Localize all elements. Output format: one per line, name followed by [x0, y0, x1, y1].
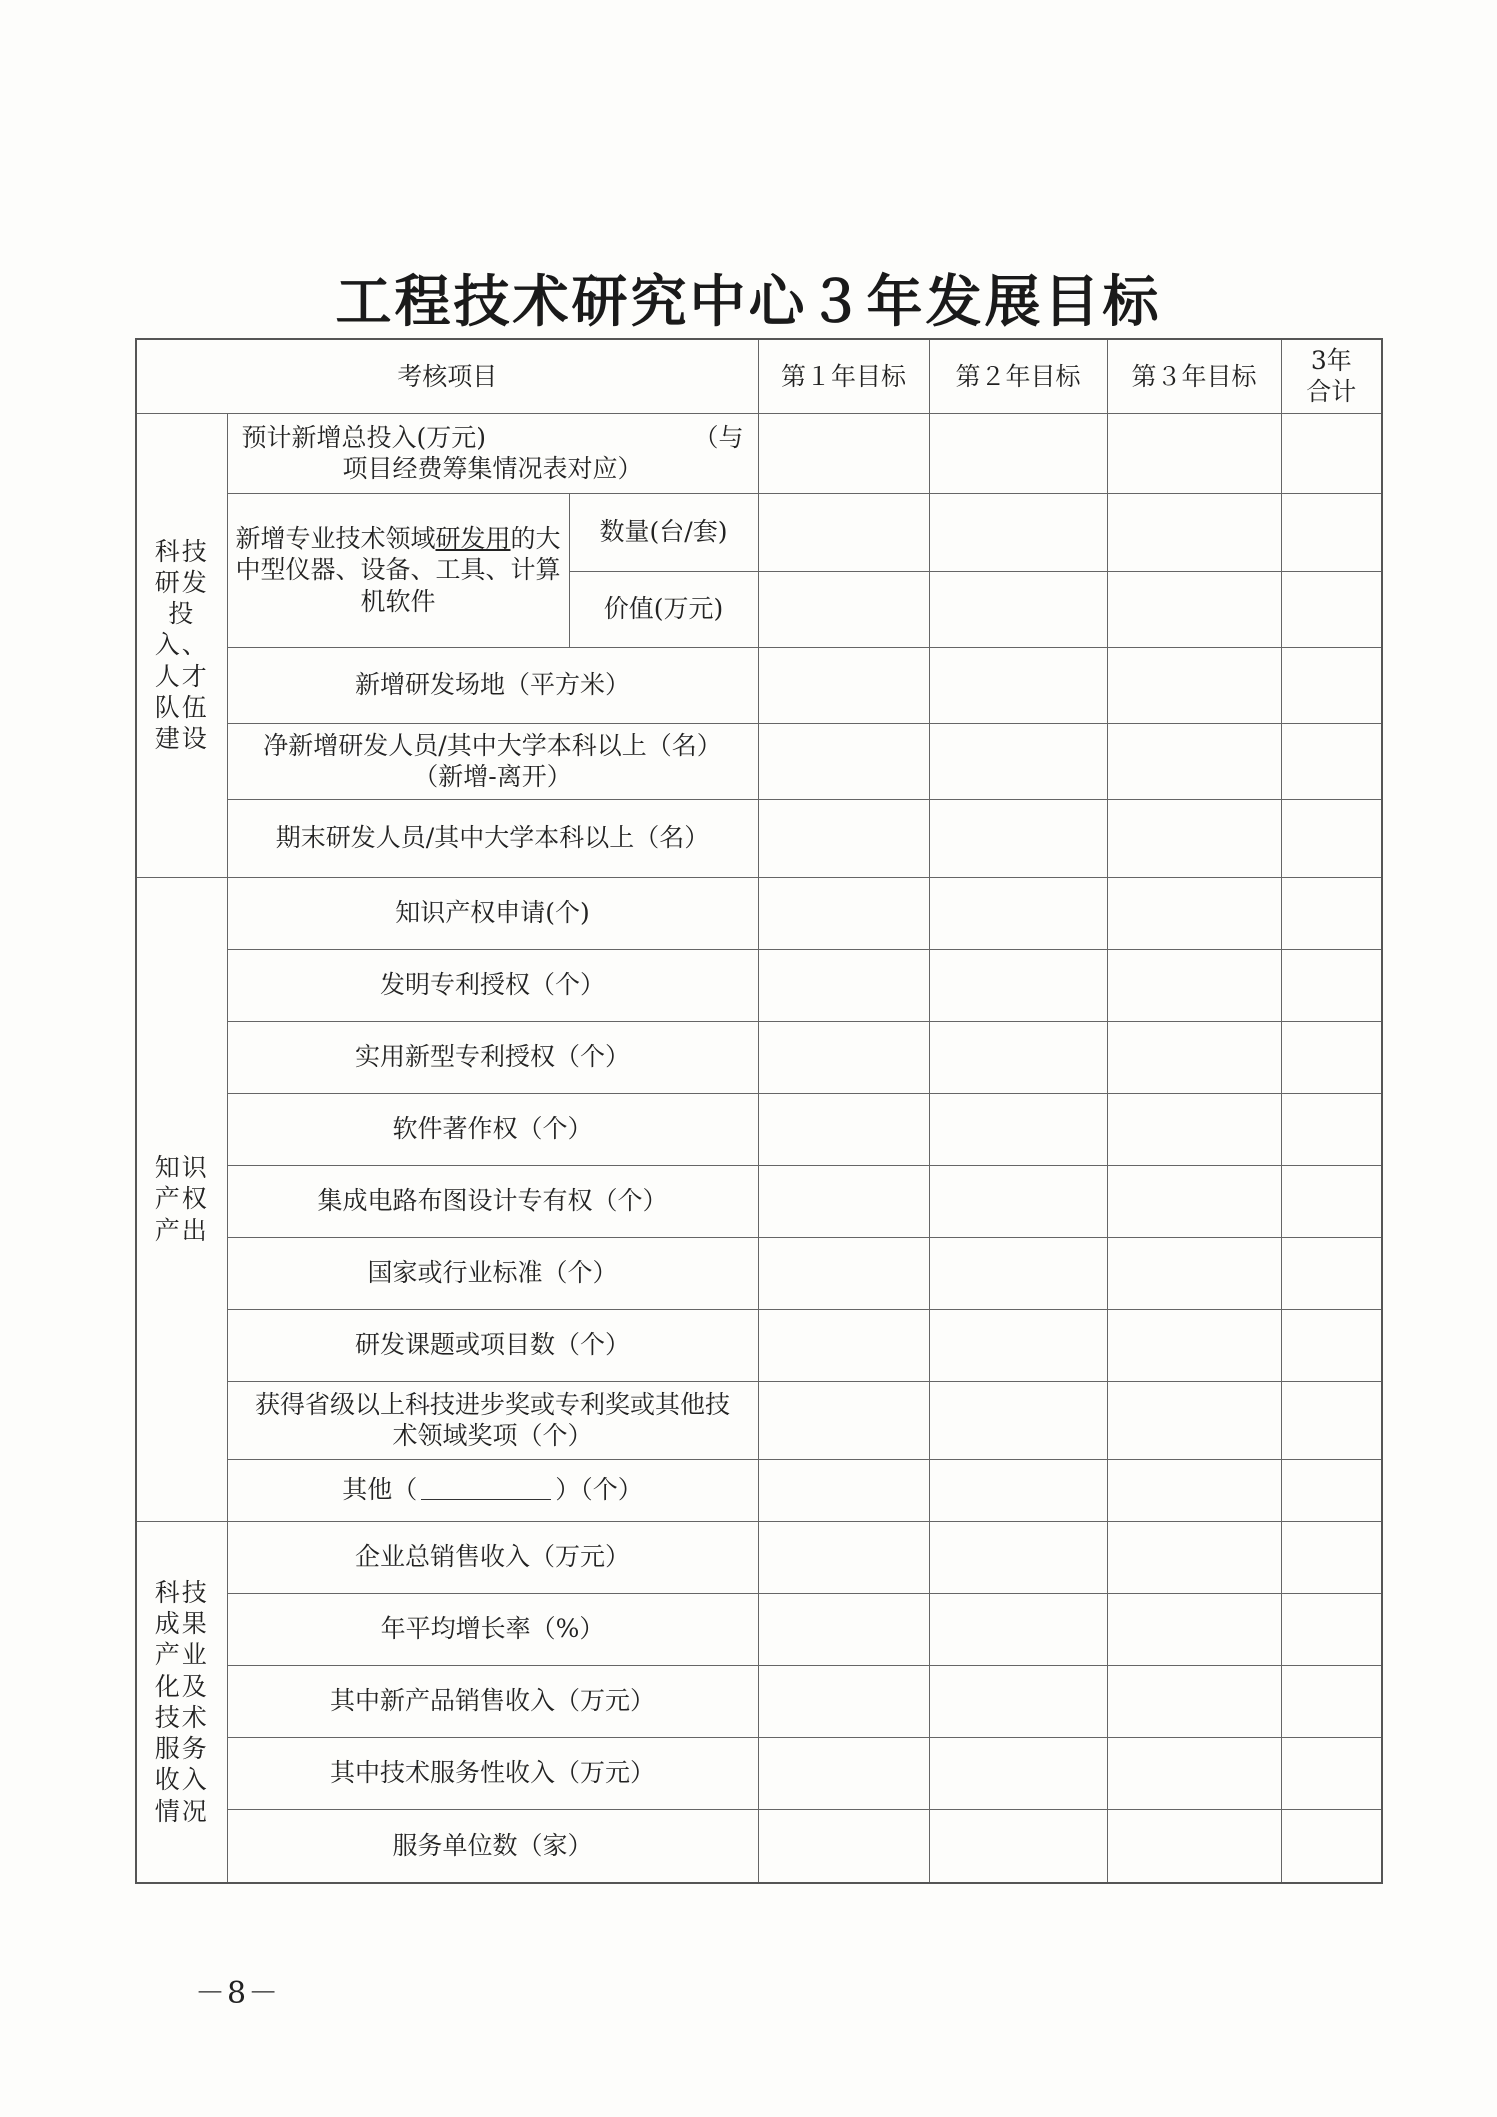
cell-y3[interactable] [1107, 949, 1281, 1021]
cell-total[interactable] [1281, 1309, 1382, 1381]
cell-y3[interactable] [1107, 571, 1281, 647]
cell-y2[interactable] [929, 1309, 1107, 1381]
row-label: 其中新产品销售收入（万元） [227, 1665, 758, 1737]
table-row [136, 1309, 1382, 1381]
label-text: 净新增研发人员/其中大学本科以上（名） [263, 730, 722, 760]
cell-y3[interactable] [1107, 1021, 1281, 1093]
label-text-underlined: 研发用 [435, 524, 511, 554]
row-label-end-staff: 期末研发人员/其中大学本科以上（名） [227, 799, 758, 877]
header-item: 考核项目 [136, 339, 758, 413]
row-label: 年平均增长率（%） [227, 1593, 758, 1665]
row-label: 企业总销售收入（万元） [227, 1521, 758, 1593]
cell-y3[interactable] [1107, 723, 1281, 799]
label-text: 预计新增总投入(万元) [241, 422, 487, 452]
cell-total[interactable] [1281, 1165, 1382, 1237]
table-row [136, 877, 1382, 949]
row-label-total-investment [227, 413, 758, 493]
category-text: 服务 [154, 1734, 209, 1763]
row-label: 发明专利授权（个） [227, 949, 758, 1021]
cell-y3[interactable] [1107, 493, 1281, 571]
category-text: 研发 [154, 567, 209, 597]
cell-y2[interactable] [929, 571, 1107, 647]
label-text: （新增-离开） [413, 762, 572, 791]
cell-y1[interactable] [758, 571, 929, 647]
cell-y2[interactable] [929, 1593, 1107, 1665]
cell-y1[interactable] [758, 877, 929, 949]
category-text: 人才 [154, 661, 209, 691]
category-text: 队伍 [154, 692, 209, 722]
cell-total[interactable] [1281, 647, 1382, 723]
category-text: 化及 [154, 1671, 209, 1701]
category-text: 投 [168, 599, 196, 629]
cell-total[interactable] [1281, 1093, 1382, 1165]
table-row [136, 1237, 1382, 1309]
category-text: 建设 [154, 724, 209, 754]
header-total [1281, 339, 1382, 413]
cell-y1[interactable] [758, 1021, 929, 1093]
goals-table [135, 338, 1383, 1884]
cell-y3[interactable] [1107, 1093, 1281, 1165]
cell-y1[interactable] [758, 799, 929, 877]
cell-y2[interactable] [929, 647, 1107, 723]
cell-y2[interactable] [929, 1459, 1107, 1521]
table-row [136, 1459, 1382, 1521]
cell-total[interactable] [1281, 413, 1382, 493]
label-text: 其他（ [342, 1475, 418, 1505]
row-label-rd-space: 新增研发场地（平方米） [227, 647, 758, 723]
page-title: 工程技术研究中心３年发展目标 [335, 269, 1162, 335]
cell-y1[interactable] [758, 1459, 929, 1521]
table-row [136, 1021, 1382, 1093]
cell-y2[interactable] [929, 723, 1107, 799]
cell-y1[interactable] [758, 1737, 929, 1809]
category-text: 产业 [154, 1640, 209, 1670]
blank-fill-line[interactable] [421, 1479, 551, 1500]
cell-y1[interactable] [758, 493, 929, 571]
category-commercialization [136, 1521, 227, 1883]
header-total-line2: 合计 [1306, 377, 1357, 407]
cell-total[interactable] [1281, 1809, 1382, 1883]
table-row [136, 799, 1382, 877]
cell-y3[interactable] [1107, 1521, 1281, 1593]
table-row [136, 949, 1382, 1021]
cell-y2[interactable] [929, 1381, 1107, 1459]
header-row [136, 339, 1382, 413]
cell-y3[interactable] [1107, 1309, 1281, 1381]
cell-y3[interactable] [1107, 413, 1281, 493]
category-text: 知识 [154, 1153, 209, 1183]
table-row [136, 413, 1382, 493]
cell-y3[interactable] [1107, 647, 1281, 723]
cell-total[interactable] [1281, 877, 1382, 949]
label-text: 项目经费筹集情况表对应） [342, 454, 643, 483]
header-year2: 第２年目标 [929, 339, 1107, 413]
table-row [136, 647, 1382, 723]
row-label: 软件著作权（个） [227, 1093, 758, 1165]
row-label: 集成电路布图设计专有权（个） [227, 1165, 758, 1237]
cell-y3[interactable] [1107, 1459, 1281, 1521]
table-row [136, 1593, 1382, 1665]
cell-y2[interactable] [929, 949, 1107, 1021]
row-label: 研发课题或项目数（个） [227, 1309, 758, 1381]
label-text: 的大中型仪器、设备、工具、计算机软件 [235, 524, 561, 616]
label-text: ）（个） [555, 1475, 643, 1505]
row-label: 国家或行业标准（个） [227, 1237, 758, 1309]
category-text: 产权 [154, 1184, 209, 1214]
cell-y3[interactable] [1107, 1237, 1281, 1309]
row-label: 知识产权申请(个) [227, 877, 758, 949]
category-rd-investment [136, 413, 227, 877]
cell-y3[interactable] [1107, 877, 1281, 949]
cell-y2[interactable] [929, 1165, 1107, 1237]
table-row [136, 1809, 1382, 1883]
cell-y3[interactable] [1107, 1165, 1281, 1237]
cell-y1[interactable] [758, 1665, 929, 1737]
category-ip-output [136, 877, 227, 1521]
cell-y2[interactable] [929, 1237, 1107, 1309]
row-label-other [227, 1459, 758, 1521]
cell-y1[interactable] [758, 1165, 929, 1237]
cell-y1[interactable] [758, 1093, 929, 1165]
cell-total[interactable] [1281, 571, 1382, 647]
cell-y2[interactable] [929, 1021, 1107, 1093]
label-text: 新增专业技术领域 [235, 524, 436, 554]
cell-y3[interactable] [1107, 1381, 1281, 1459]
cell-y1[interactable] [758, 1593, 929, 1665]
table-row [136, 1737, 1382, 1809]
cell-y2[interactable] [929, 1093, 1107, 1165]
row-label: 实用新型专利授权（个） [227, 1021, 758, 1093]
table-row [136, 1093, 1382, 1165]
category-text: 科技 [154, 536, 209, 566]
cell-total[interactable] [1281, 1593, 1382, 1665]
cell-total[interactable] [1281, 493, 1382, 571]
cell-total[interactable] [1281, 1665, 1382, 1737]
table-row [136, 1521, 1382, 1593]
cell-y3[interactable] [1107, 799, 1281, 877]
cell-total[interactable] [1281, 1737, 1382, 1809]
table-row [136, 1165, 1382, 1237]
row-label-equipment [227, 493, 569, 647]
cell-y2[interactable] [929, 799, 1107, 877]
cell-y1[interactable] [758, 1521, 929, 1593]
header-total-line1: 3年 [1310, 346, 1352, 375]
row-label: 服务单位数（家） [227, 1809, 758, 1883]
cell-total[interactable] [1281, 1021, 1382, 1093]
cell-total[interactable] [1281, 949, 1382, 1021]
cell-y1[interactable] [758, 1809, 929, 1883]
row-label-quantity: 数量(台/套) [569, 493, 758, 571]
table-row [136, 1381, 1382, 1459]
cell-y2[interactable] [929, 1809, 1107, 1883]
cell-y1[interactable] [758, 647, 929, 723]
cell-y3[interactable] [1107, 1593, 1281, 1665]
cell-y2[interactable] [929, 1665, 1107, 1737]
cell-y3[interactable] [1107, 1665, 1281, 1737]
cell-total[interactable] [1281, 1521, 1382, 1593]
cell-total[interactable] [1281, 1237, 1382, 1309]
cell-total[interactable] [1281, 723, 1382, 799]
cell-y1[interactable] [758, 1237, 929, 1309]
header-year1: 第１年目标 [758, 339, 929, 413]
cell-total[interactable] [1281, 799, 1382, 877]
category-text: 情况 [154, 1796, 209, 1826]
label-text: （与 [693, 422, 744, 452]
header-year3: 第３年目标 [1107, 339, 1281, 413]
cell-y2[interactable] [929, 1737, 1107, 1809]
cell-total[interactable] [1281, 1381, 1382, 1459]
cell-y2[interactable] [929, 413, 1107, 493]
cell-y2[interactable] [929, 877, 1107, 949]
cell-y2[interactable] [929, 493, 1107, 571]
row-label: 其中技术服务性收入（万元） [227, 1737, 758, 1809]
category-text: 科技 [154, 1577, 209, 1607]
cell-y1[interactable] [758, 413, 929, 493]
cell-y1[interactable] [758, 949, 929, 1021]
row-label-value: 价值(万元) [569, 571, 758, 647]
cell-y1[interactable] [758, 1381, 929, 1459]
cell-y3[interactable] [1107, 1737, 1281, 1809]
cell-total[interactable] [1281, 1459, 1382, 1521]
cell-y2[interactable] [929, 1521, 1107, 1593]
cell-y1[interactable] [758, 1309, 929, 1381]
table-row [136, 1665, 1382, 1737]
category-text: 产出 [154, 1215, 209, 1245]
cell-y3[interactable] [1107, 1809, 1281, 1883]
table-row [136, 723, 1382, 799]
category-text: 成果 [154, 1609, 209, 1638]
table-row [136, 493, 1382, 571]
category-text: 技术 [154, 1702, 209, 1732]
category-text: 收入 [154, 1765, 209, 1795]
category-text: 入、 [154, 630, 209, 660]
page-number: －8－ [195, 1976, 281, 2011]
row-label: 获得省级以上科技进步奖或专利奖或其他技术领域奖项（个） [227, 1381, 758, 1459]
row-label-net-new-staff [227, 723, 758, 799]
cell-y1[interactable] [758, 723, 929, 799]
